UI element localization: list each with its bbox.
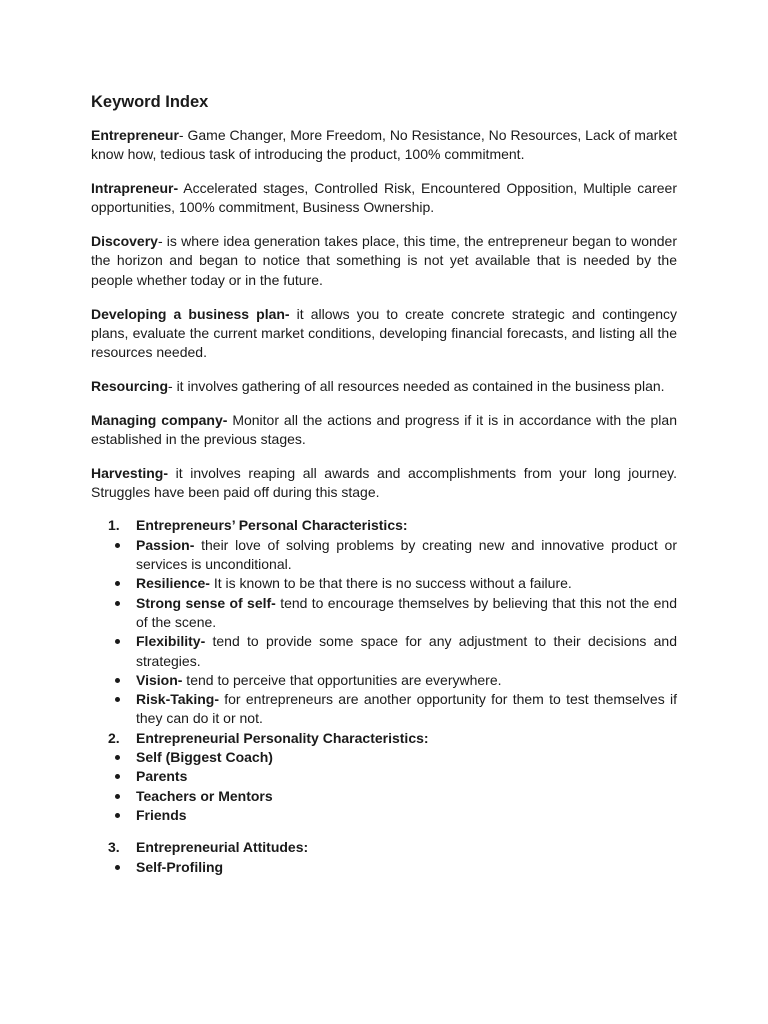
item-text: their love of solving problems by creating new and innovative product or services is unconditional. (136, 536, 677, 573)
keyword-entry (91, 179, 677, 218)
list-item (91, 767, 677, 786)
section-number: 2. (108, 729, 120, 746)
page-title: Keyword Index (91, 93, 209, 111)
section-number: 3. (108, 839, 120, 856)
bullet-icon (115, 678, 120, 683)
item-text: It is known to be that there is no success without a failure. (209, 575, 572, 592)
list-item (91, 748, 677, 767)
item-term: Strong sense of self- (136, 594, 276, 611)
keyword-definition: it allows you to create concrete strategic and contingency plans, evaluate the current market conditions, developing financial forecasts, and listing all the resources needed. (91, 305, 677, 361)
bullet-icon (115, 581, 120, 586)
item-term: Passion- (136, 536, 195, 553)
keyword-entry (91, 464, 677, 503)
keyword-entry (91, 411, 677, 450)
keyword-definition: Monitor all the actions and progress if it is in accordance with the plan established in the previous stages. (91, 411, 677, 448)
keyword-entry (91, 232, 677, 290)
keyword-entry (91, 377, 677, 396)
keyword-definition: - Game Changer, More Freedom, No Resistance, No Resources, Lack of market know how, tedious task of introducing the product, 100% commitment. (91, 127, 677, 163)
keyword-definition: - is where idea generation takes place, this time, the entrepreneur began to wonder the horizon and began to notice that something is not yet available that is needed by the people whether today or in the future. (91, 233, 677, 288)
item-text: tend to encourage themselves by believing that this not the end of the scene. (136, 594, 678, 630)
keyword-term: Developing a business plan- (91, 305, 290, 322)
section-number: 1. (108, 517, 120, 534)
keyword-term: Discovery (91, 233, 158, 250)
list-item (91, 806, 677, 825)
list-item (91, 690, 677, 729)
bullet-icon (115, 813, 120, 818)
characteristics-list (91, 516, 677, 876)
section-title: Entrepreneurial Attitudes: (136, 839, 309, 856)
item-term: Self-Profiling (136, 858, 224, 875)
bullet-icon (115, 865, 120, 870)
bullet-icon (115, 774, 120, 779)
bullet-icon (115, 543, 120, 548)
list-item (91, 632, 677, 671)
section-heading (91, 516, 677, 535)
bullet-icon (115, 639, 120, 644)
section-title: Entrepreneurs’ Personal Characteristics: (136, 517, 408, 534)
item-text: tend to perceive that opportunities are everywhere. (182, 671, 502, 688)
list-item (91, 536, 677, 575)
list-item (91, 787, 677, 806)
item-term: Resilience- (136, 575, 210, 592)
keyword-term: Intrapreneur- (91, 180, 179, 197)
item-term: Flexibility- (136, 633, 206, 650)
keyword-definition: - it involves gathering of all resources needed as contained in the business plan. (168, 377, 665, 394)
item-term: Vision- (136, 671, 183, 688)
item-term: Friends (136, 806, 187, 823)
list-item (91, 594, 677, 633)
section-heading (91, 838, 677, 857)
keyword-term: Resourcing (91, 377, 169, 394)
list-item (91, 671, 677, 690)
list-item (91, 858, 677, 877)
item-term: Teachers or Mentors (136, 787, 273, 804)
keyword-term: Managing company- (91, 411, 228, 428)
keyword-definition: Accelerated stages, Controlled Risk, Encountered Opposition, Multiple career opportunities, 100% commitment, Business Ownership. (91, 180, 677, 216)
keyword-definition: it involves reaping all awards and accomplishments from your long journey. Struggles have been paid off during this stage. (91, 464, 677, 501)
bullet-icon (115, 794, 120, 799)
item-text: tend to provide some space for any adjustment to their decisions and strategies. (136, 633, 677, 669)
keyword-term: Harvesting- (91, 464, 169, 481)
item-term: Parents (136, 768, 188, 785)
section-title: Entrepreneurial Personality Characteristics: (136, 729, 429, 746)
item-text: for entrepreneurs are another opportunity for them to test themselves if they can do it or not. (136, 691, 677, 727)
bullet-icon (115, 697, 120, 702)
list-spacer (91, 825, 677, 838)
bullet-icon (115, 755, 120, 760)
item-term: Risk-Taking- (136, 691, 219, 708)
bullet-icon (115, 601, 120, 606)
keyword-entry (91, 126, 677, 165)
list-item (91, 574, 677, 593)
section-heading (91, 729, 677, 748)
keyword-entry (91, 305, 677, 363)
keyword-term: Entrepreneur (91, 127, 179, 143)
document-body (91, 93, 677, 877)
item-term: Self (Biggest Coach) (136, 749, 273, 766)
